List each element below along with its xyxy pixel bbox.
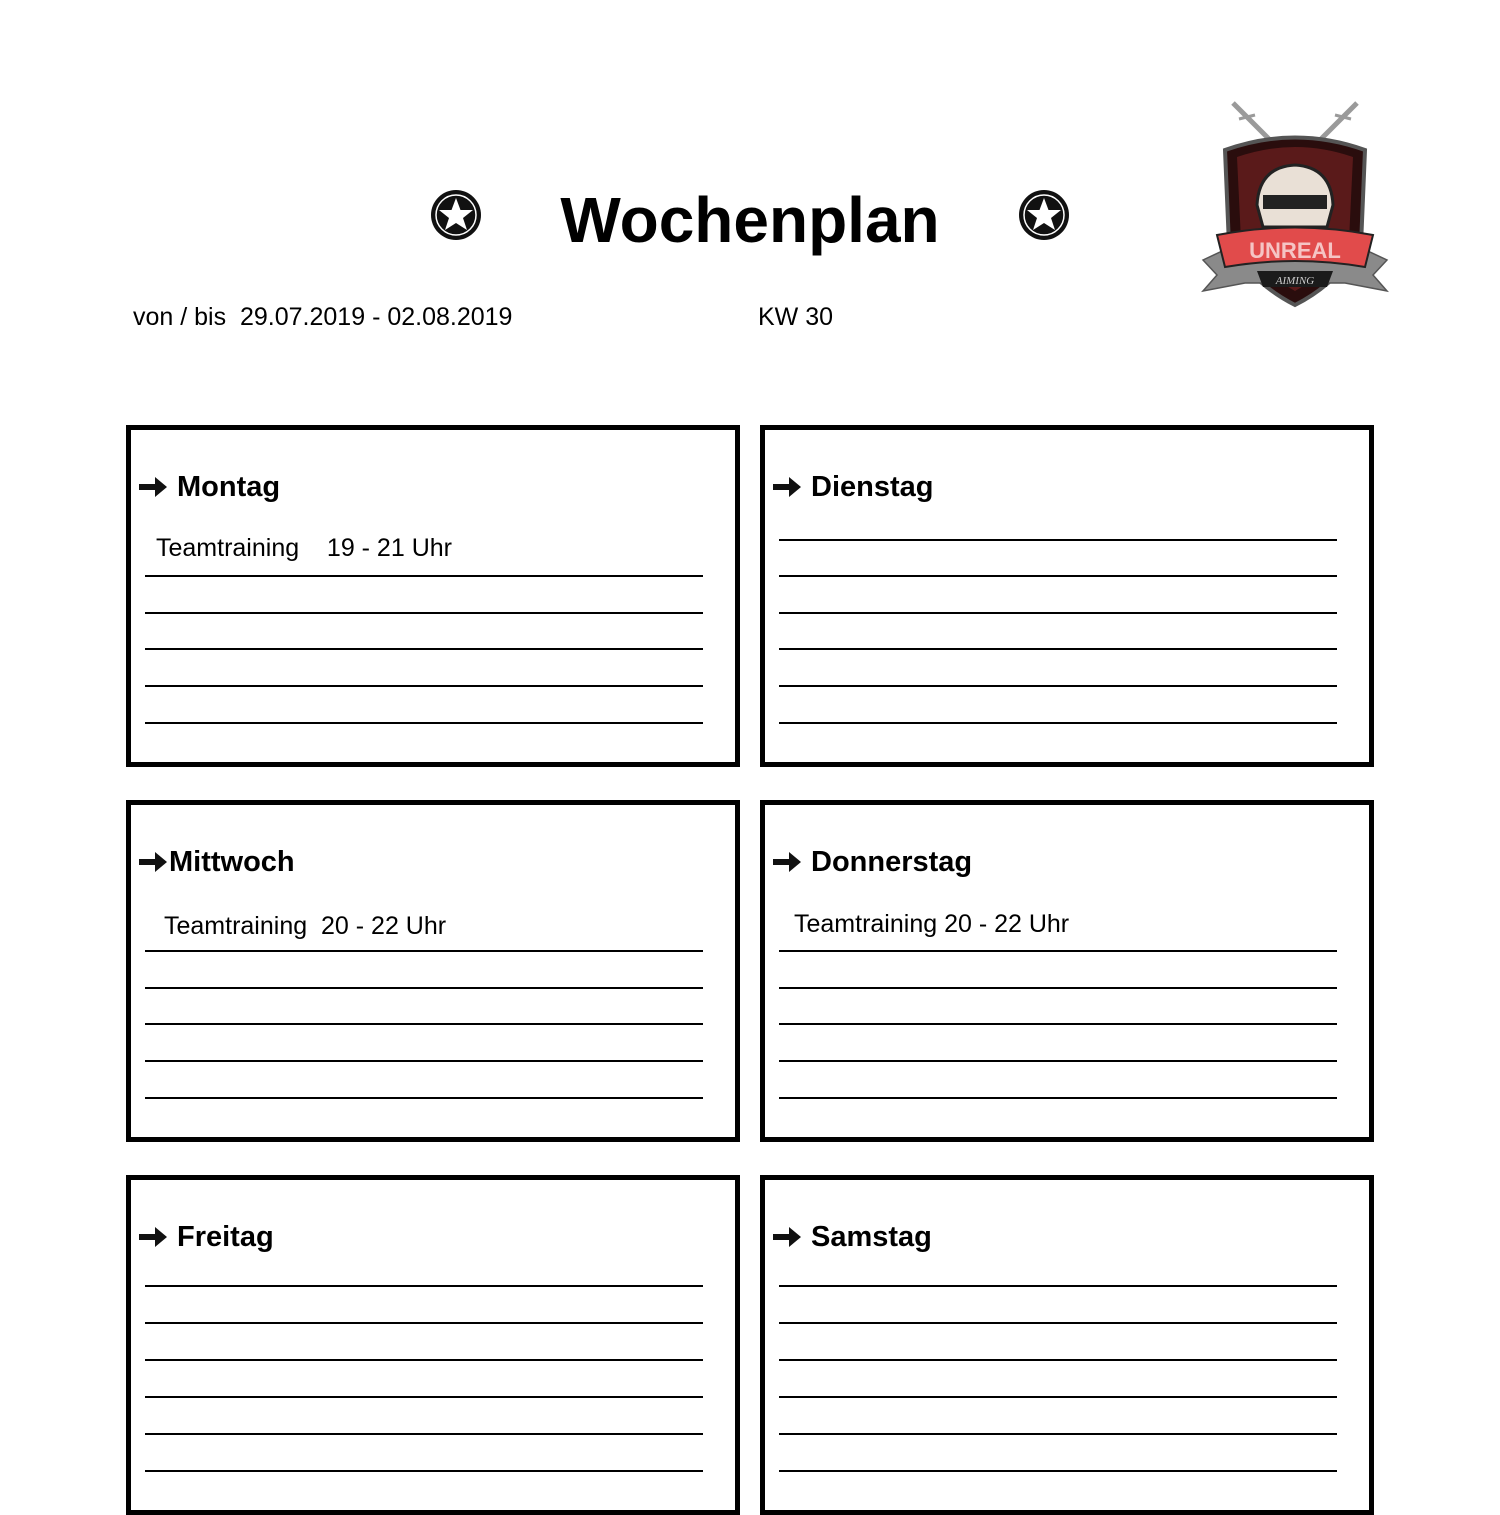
write-line — [145, 1322, 703, 1324]
day-name: Dienstag — [811, 471, 934, 503]
write-line — [779, 1060, 1337, 1062]
write-line — [779, 1433, 1337, 1435]
day-box-samstag — [760, 1175, 1374, 1515]
write-line — [145, 575, 703, 577]
star-icon — [1017, 188, 1071, 242]
date-range: von / bis 29.07.2019 - 02.08.2019 — [133, 303, 513, 331]
write-line — [145, 685, 703, 687]
arrow-right-icon — [771, 850, 803, 874]
write-line — [779, 575, 1337, 577]
day-name: Samstag — [811, 1221, 932, 1253]
day-entry: Teamtraining 20 - 22 Uhr — [794, 910, 1070, 938]
day-heading — [137, 468, 280, 506]
arrow-right-icon — [771, 1225, 803, 1249]
arrow-right-icon — [771, 475, 803, 499]
logo-text: UNREAL — [1249, 238, 1341, 263]
write-line — [145, 1285, 703, 1287]
day-name: Mittwoch — [169, 846, 295, 878]
write-line — [779, 1285, 1337, 1287]
day-box-montag — [126, 425, 740, 767]
write-line — [779, 1322, 1337, 1324]
write-line — [145, 1359, 703, 1361]
write-line — [779, 1359, 1337, 1361]
write-line — [145, 987, 703, 989]
write-line — [779, 1470, 1337, 1472]
write-line — [779, 612, 1337, 614]
arrow-right-icon — [137, 1225, 169, 1249]
write-line — [145, 648, 703, 650]
star-icon — [429, 188, 483, 242]
day-name: Donnerstag — [811, 846, 973, 878]
write-line — [145, 1097, 703, 1099]
write-line — [779, 987, 1337, 989]
write-line — [779, 1097, 1337, 1099]
day-heading — [771, 843, 972, 881]
write-line — [145, 950, 703, 952]
write-line — [145, 1060, 703, 1062]
logo-subtext: AIMING — [1275, 275, 1315, 287]
write-line — [145, 1396, 703, 1398]
write-line — [779, 648, 1337, 650]
write-line — [779, 1023, 1337, 1025]
write-line — [145, 1433, 703, 1435]
day-box-dienstag — [760, 425, 1374, 767]
write-line — [779, 722, 1337, 724]
arrow-right-icon — [137, 475, 169, 499]
day-box-freitag — [126, 1175, 740, 1515]
unreal-aiming-shield-logo-icon — [1195, 95, 1395, 310]
write-line — [145, 1470, 703, 1472]
write-line — [145, 722, 703, 724]
write-line — [145, 1023, 703, 1025]
day-entry: Teamtraining 19 - 21 Uhr — [156, 534, 452, 562]
day-heading — [137, 843, 295, 881]
day-box-donnerstag — [760, 800, 1374, 1142]
write-line — [779, 539, 1337, 541]
day-box-mittwoch — [126, 800, 740, 1142]
day-name: Montag — [177, 471, 281, 503]
day-heading — [771, 1218, 932, 1256]
day-entry: Teamtraining 20 - 22 Uhr — [164, 912, 447, 940]
day-name: Freitag — [177, 1221, 274, 1253]
day-heading — [137, 1218, 274, 1256]
page-title: Wochenplan — [560, 184, 940, 256]
write-line — [779, 950, 1337, 952]
arrow-right-icon — [137, 850, 169, 874]
write-line — [145, 612, 703, 614]
write-line — [779, 1396, 1337, 1398]
day-heading — [771, 468, 933, 506]
write-line — [779, 685, 1337, 687]
calendar-week: KW 30 — [758, 303, 834, 331]
